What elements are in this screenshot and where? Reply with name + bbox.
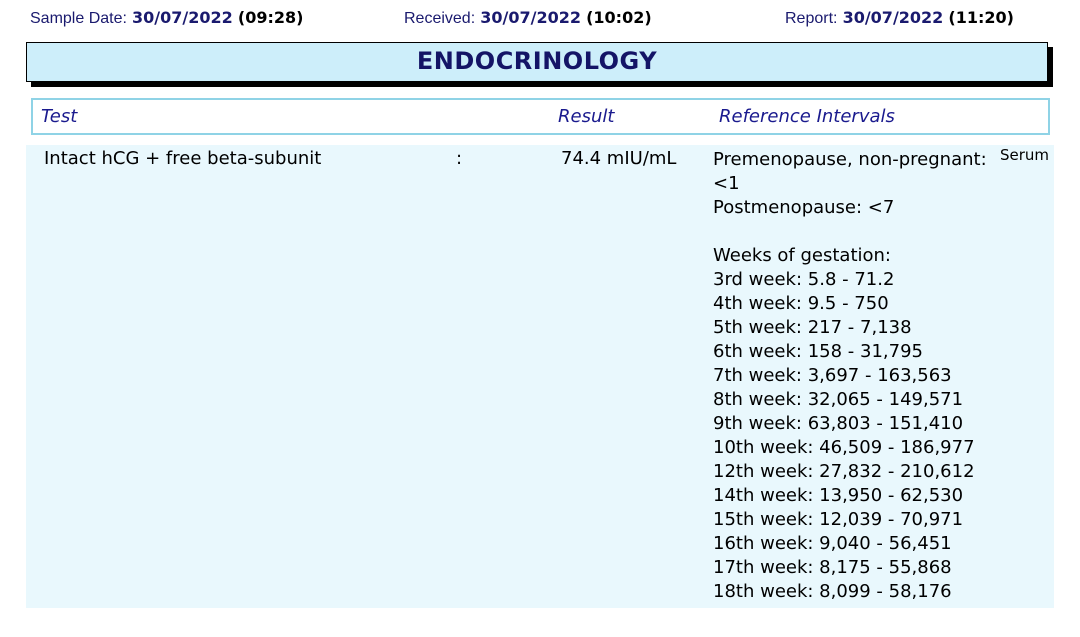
reference-spacer [713,220,1003,244]
specimen-type: Serum [1000,146,1050,164]
report-time-value: (11:20) [948,8,1014,27]
reference-line: 18th week: 8,099 - 58,176 [713,581,952,602]
test-separator: : [456,148,463,169]
column-header-reference: Reference Intervals [719,106,895,127]
report-date-value: 30/07/2022 [842,8,944,27]
reference-intervals [713,148,1003,604]
reference-line: 15th week: 12,039 - 70,971 [713,509,964,530]
column-header-result: Result [558,106,615,127]
sample-time-value: (09:28) [237,8,304,27]
sample-date-label: Sample Date: [30,10,127,27]
reference-line: 14th week: 13,950 - 62,530 [713,485,964,506]
reference-line: 5th week: 217 - 7,138 [713,317,912,338]
received-date-field [404,8,652,28]
sample-date-field [30,8,303,28]
reference-line: 9th week: 63,803 - 151,410 [713,413,964,434]
test-result-value: 74.4 mIU/mL [561,148,677,169]
received-date-value: 30/07/2022 [480,8,581,27]
reference-line: Weeks of gestation: [713,245,891,266]
reference-line: Premenopause, non-pregnant: <1 [713,149,987,194]
report-date-field [785,8,1014,28]
section-title: ENDOCRINOLOGY [416,47,658,75]
reference-line: Postmenopause: <7 [713,197,895,218]
reference-line: 4th week: 9.5 - 750 [713,293,889,314]
reference-line: 3rd week: 5.8 - 71.2 [713,269,895,290]
reference-line: 8th week: 32,065 - 149,571 [713,389,964,410]
reference-line: 16th week: 9,040 - 56,451 [713,533,952,554]
result-row-panel [26,145,1054,608]
column-header-bar [31,98,1050,135]
received-date-label: Received: [404,10,476,27]
report-date-label: Report: [785,10,838,27]
test-name: Intact hCG + free beta-subunit [44,148,322,169]
sample-date-value: 30/07/2022 [132,8,233,27]
received-time-value: (10:02) [586,8,652,27]
reference-line: 7th week: 3,697 - 163,563 [713,365,952,386]
section-banner [26,42,1048,82]
column-header-test: Test [41,106,78,127]
reference-line: 17th week: 8,175 - 55,868 [713,557,952,578]
reference-line: 10th week: 46,509 - 186,977 [713,437,975,458]
reference-line: 6th week: 158 - 31,795 [713,341,923,362]
reference-line: 12th week: 27,832 - 210,612 [713,461,975,482]
